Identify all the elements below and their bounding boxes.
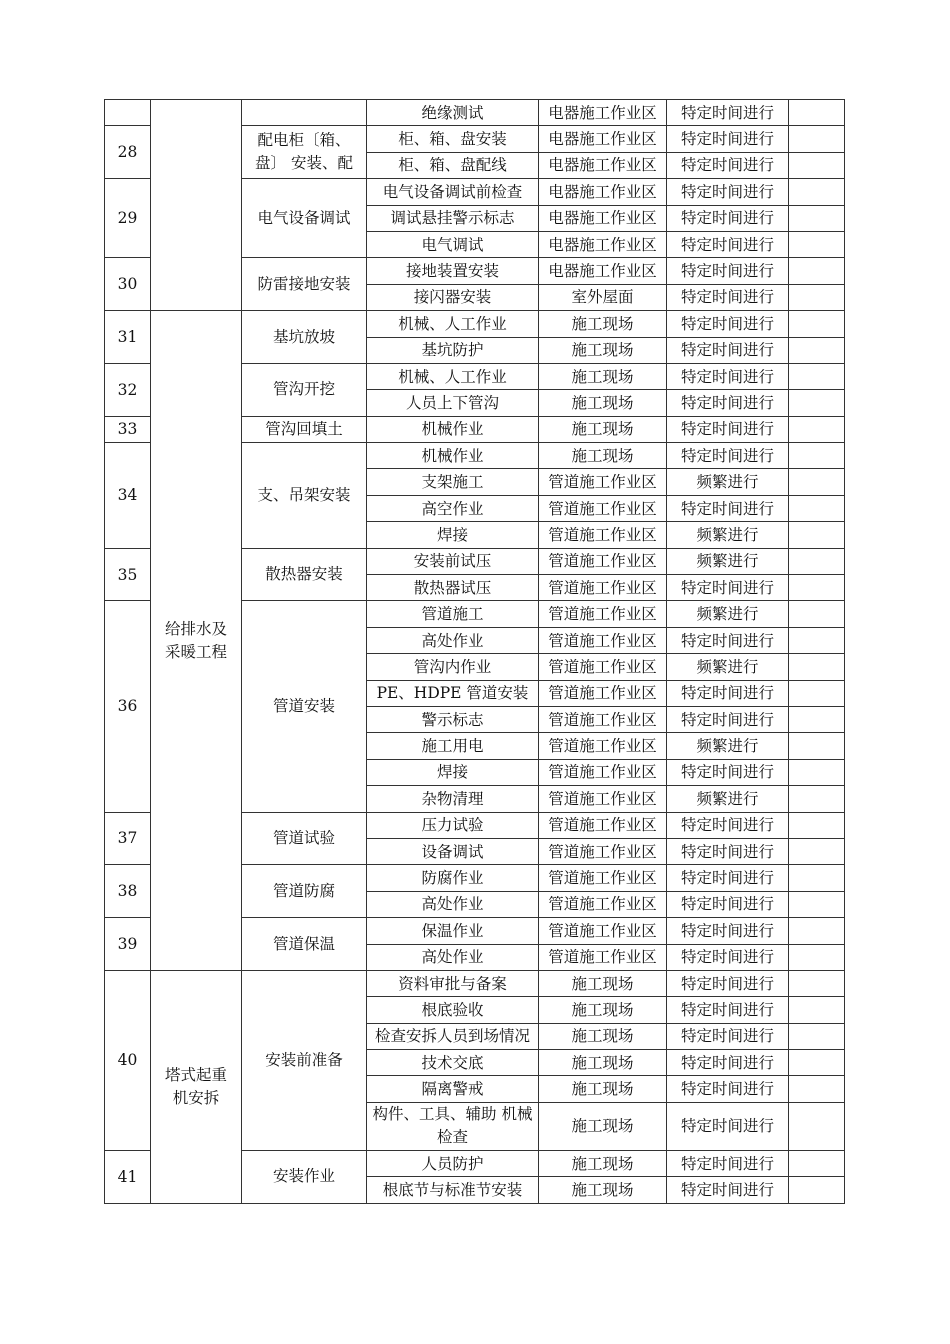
- frequency-cell: 特定时间进行: [667, 1023, 789, 1049]
- task-cell: 管道保温: [242, 918, 367, 971]
- activity-cell: 保温作业: [367, 918, 539, 944]
- hazard-identification-table: [104, 99, 845, 1204]
- activity-cell: 机械、人工作业: [367, 311, 539, 337]
- activity-cell: 机械作业: [367, 416, 539, 442]
- category-cell: [151, 100, 242, 311]
- task-cell: 管道防腐: [242, 865, 367, 918]
- location-cell: 施工现场: [539, 1102, 667, 1150]
- frequency-cell: 特定时间进行: [667, 1177, 789, 1203]
- activity-cell: 警示标志: [367, 706, 539, 732]
- task-cell: 配电柜〔箱、盘〕 安装、配: [242, 126, 367, 179]
- category-cell: 给排水及采暖工程: [151, 311, 242, 971]
- blank-cell: [789, 838, 845, 864]
- blank-cell: [789, 627, 845, 653]
- location-cell: 施工现场: [539, 1150, 667, 1176]
- location-cell: 施工现场: [539, 997, 667, 1023]
- task-cell: 散热器安装: [242, 548, 367, 601]
- frequency-cell: 特定时间进行: [667, 627, 789, 653]
- item-number-cell: 35: [105, 548, 151, 601]
- frequency-cell: 特定时间进行: [667, 918, 789, 944]
- frequency-cell: 特定时间进行: [667, 337, 789, 363]
- frequency-cell: 特定时间进行: [667, 1050, 789, 1076]
- blank-cell: [789, 575, 845, 601]
- activity-cell: 电气设备调试前检查: [367, 179, 539, 205]
- location-cell: 施工现场: [539, 1023, 667, 1049]
- frequency-cell: 特定时间进行: [667, 205, 789, 231]
- blank-cell: [789, 205, 845, 231]
- frequency-cell: 特定时间进行: [667, 759, 789, 785]
- item-number-cell: 32: [105, 363, 151, 416]
- blank-cell: [789, 680, 845, 706]
- blank-cell: [789, 337, 845, 363]
- frequency-cell: 特定时间进行: [667, 311, 789, 337]
- frequency-cell: 特定时间进行: [667, 416, 789, 442]
- blank-cell: [789, 469, 845, 495]
- blank-cell: [789, 812, 845, 838]
- location-cell: 管道施工作业区: [539, 522, 667, 548]
- activity-cell: 调试悬挂警示标志: [367, 205, 539, 231]
- frequency-cell: 频繁进行: [667, 548, 789, 574]
- frequency-cell: 特定时间进行: [667, 944, 789, 970]
- activity-cell: 绝缘测试: [367, 100, 539, 126]
- blank-cell: [789, 1177, 845, 1203]
- frequency-cell: 特定时间进行: [667, 706, 789, 732]
- table-row: [105, 311, 845, 337]
- activity-cell: 检查安拆人员到场情况: [367, 1023, 539, 1049]
- activity-cell: 技术交底: [367, 1050, 539, 1076]
- location-cell: 管道施工作业区: [539, 548, 667, 574]
- frequency-cell: 特定时间进行: [667, 1102, 789, 1150]
- location-cell: 电器施工作业区: [539, 152, 667, 178]
- activity-cell: PE、HDPE 管道安装: [367, 680, 539, 706]
- activity-cell: 隔离警戒: [367, 1076, 539, 1102]
- frequency-cell: 特定时间进行: [667, 891, 789, 917]
- task-cell: 电气设备调试: [242, 179, 367, 258]
- location-cell: 施工现场: [539, 443, 667, 469]
- frequency-cell: 频繁进行: [667, 654, 789, 680]
- activity-cell: 接地装置安装: [367, 258, 539, 284]
- location-cell: 施工现场: [539, 1050, 667, 1076]
- activity-cell: 柜、箱、盘安装: [367, 126, 539, 152]
- location-cell: 管道施工作业区: [539, 733, 667, 759]
- activity-cell: 设备调试: [367, 838, 539, 864]
- activity-cell: 支架施工: [367, 469, 539, 495]
- blank-cell: [789, 258, 845, 284]
- blank-cell: [789, 759, 845, 785]
- blank-cell: [789, 1102, 845, 1150]
- location-cell: 管道施工作业区: [539, 865, 667, 891]
- activity-cell: 资料审批与备案: [367, 970, 539, 996]
- category-cell: 塔式起重机安拆: [151, 970, 242, 1203]
- activity-cell: 施工用电: [367, 733, 539, 759]
- location-cell: 电器施工作业区: [539, 231, 667, 257]
- item-number-cell: 39: [105, 918, 151, 971]
- blank-cell: [789, 363, 845, 389]
- location-cell: 管道施工作业区: [539, 838, 667, 864]
- frequency-cell: 特定时间进行: [667, 1150, 789, 1176]
- activity-cell: 柜、箱、盘配线: [367, 152, 539, 178]
- blank-cell: [789, 706, 845, 732]
- table-body: [105, 100, 845, 1204]
- activity-cell: 杂物清理: [367, 786, 539, 812]
- location-cell: 电器施工作业区: [539, 179, 667, 205]
- activity-cell: 防腐作业: [367, 865, 539, 891]
- blank-cell: [789, 548, 845, 574]
- location-cell: 管道施工作业区: [539, 680, 667, 706]
- location-cell: 管道施工作业区: [539, 812, 667, 838]
- blank-cell: [789, 179, 845, 205]
- location-cell: 管道施工作业区: [539, 654, 667, 680]
- frequency-cell: 特定时间进行: [667, 997, 789, 1023]
- blank-cell: [789, 970, 845, 996]
- task-cell: 支、吊架安装: [242, 443, 367, 549]
- frequency-cell: 特定时间进行: [667, 680, 789, 706]
- table-row: [105, 970, 845, 996]
- task-cell: 管道试验: [242, 812, 367, 865]
- item-number-cell: 33: [105, 416, 151, 442]
- activity-cell: 根底验收: [367, 997, 539, 1023]
- frequency-cell: 特定时间进行: [667, 152, 789, 178]
- blank-cell: [789, 495, 845, 521]
- blank-cell: [789, 918, 845, 944]
- location-cell: 管道施工作业区: [539, 575, 667, 601]
- blank-cell: [789, 231, 845, 257]
- task-cell: 防雷接地安装: [242, 258, 367, 311]
- location-cell: 管道施工作业区: [539, 918, 667, 944]
- location-cell: 室外屋面: [539, 284, 667, 310]
- location-cell: 施工现场: [539, 416, 667, 442]
- blank-cell: [789, 786, 845, 812]
- item-number-cell: 37: [105, 812, 151, 865]
- frequency-cell: 特定时间进行: [667, 284, 789, 310]
- location-cell: 电器施工作业区: [539, 205, 667, 231]
- location-cell: 管道施工作业区: [539, 891, 667, 917]
- blank-cell: [789, 100, 845, 126]
- task-cell: [242, 100, 367, 126]
- location-cell: 管道施工作业区: [539, 786, 667, 812]
- location-cell: 施工现场: [539, 337, 667, 363]
- task-cell: 安装前准备: [242, 970, 367, 1150]
- task-cell: 基坑放坡: [242, 311, 367, 364]
- frequency-cell: 特定时间进行: [667, 231, 789, 257]
- location-cell: 管道施工作业区: [539, 706, 667, 732]
- location-cell: 电器施工作业区: [539, 126, 667, 152]
- task-cell: 安装作业: [242, 1150, 367, 1203]
- activity-cell: 管道施工: [367, 601, 539, 627]
- blank-cell: [789, 284, 845, 310]
- location-cell: 管道施工作业区: [539, 469, 667, 495]
- frequency-cell: 特定时间进行: [667, 258, 789, 284]
- location-cell: 管道施工作业区: [539, 944, 667, 970]
- activity-cell: 电气调试: [367, 231, 539, 257]
- blank-cell: [789, 152, 845, 178]
- location-cell: 施工现场: [539, 1177, 667, 1203]
- item-number-cell: 36: [105, 601, 151, 812]
- activity-cell: 压力试验: [367, 812, 539, 838]
- blank-cell: [789, 654, 845, 680]
- location-cell: 电器施工作业区: [539, 100, 667, 126]
- activity-cell: 焊接: [367, 759, 539, 785]
- frequency-cell: 频繁进行: [667, 469, 789, 495]
- location-cell: 施工现场: [539, 1076, 667, 1102]
- activity-cell: 焊接: [367, 522, 539, 548]
- task-cell: 管道安装: [242, 601, 367, 812]
- item-number-cell: 38: [105, 865, 151, 918]
- item-number-cell: 31: [105, 311, 151, 364]
- location-cell: 施工现场: [539, 970, 667, 996]
- frequency-cell: 特定时间进行: [667, 179, 789, 205]
- location-cell: 施工现场: [539, 311, 667, 337]
- blank-cell: [789, 126, 845, 152]
- blank-cell: [789, 997, 845, 1023]
- activity-cell: 构件、工具、辅助 机械检查: [367, 1102, 539, 1150]
- activity-cell: 接闪器安装: [367, 284, 539, 310]
- location-cell: 管道施工作业区: [539, 759, 667, 785]
- blank-cell: [789, 865, 845, 891]
- frequency-cell: 特定时间进行: [667, 1076, 789, 1102]
- task-cell: 管沟开挖: [242, 363, 367, 416]
- item-number-cell: 29: [105, 179, 151, 258]
- blank-cell: [789, 1076, 845, 1102]
- location-cell: 管道施工作业区: [539, 495, 667, 521]
- frequency-cell: 特定时间进行: [667, 443, 789, 469]
- item-number-cell: 41: [105, 1150, 151, 1203]
- frequency-cell: 特定时间进行: [667, 575, 789, 601]
- blank-cell: [789, 416, 845, 442]
- activity-cell: 基坑防护: [367, 337, 539, 363]
- activity-cell: 根底节与标准节安装: [367, 1177, 539, 1203]
- location-cell: 管道施工作业区: [539, 601, 667, 627]
- table-row: [105, 100, 845, 126]
- frequency-cell: 特定时间进行: [667, 100, 789, 126]
- activity-cell: 机械、人工作业: [367, 363, 539, 389]
- activity-cell: 高处作业: [367, 891, 539, 917]
- blank-cell: [789, 733, 845, 759]
- item-number-cell: [105, 100, 151, 126]
- blank-cell: [789, 944, 845, 970]
- hazard-table-container: [104, 99, 845, 1204]
- item-number-cell: 28: [105, 126, 151, 179]
- blank-cell: [789, 522, 845, 548]
- frequency-cell: 特定时间进行: [667, 865, 789, 891]
- blank-cell: [789, 1050, 845, 1076]
- frequency-cell: 特定时间进行: [667, 970, 789, 996]
- frequency-cell: 特定时间进行: [667, 390, 789, 416]
- blank-cell: [789, 311, 845, 337]
- location-cell: 管道施工作业区: [539, 627, 667, 653]
- activity-cell: 散热器试压: [367, 575, 539, 601]
- blank-cell: [789, 443, 845, 469]
- frequency-cell: 特定时间进行: [667, 495, 789, 521]
- frequency-cell: 频繁进行: [667, 786, 789, 812]
- activity-cell: 人员防护: [367, 1150, 539, 1176]
- location-cell: 电器施工作业区: [539, 258, 667, 284]
- activity-cell: 高处作业: [367, 627, 539, 653]
- blank-cell: [789, 390, 845, 416]
- blank-cell: [789, 1150, 845, 1176]
- item-number-cell: 30: [105, 258, 151, 311]
- activity-cell: 管沟内作业: [367, 654, 539, 680]
- item-number-cell: 34: [105, 443, 151, 549]
- blank-cell: [789, 1023, 845, 1049]
- item-number-cell: 40: [105, 970, 151, 1150]
- activity-cell: 高处作业: [367, 944, 539, 970]
- blank-cell: [789, 601, 845, 627]
- activity-cell: 高空作业: [367, 495, 539, 521]
- blank-cell: [789, 891, 845, 917]
- frequency-cell: 特定时间进行: [667, 812, 789, 838]
- frequency-cell: 特定时间进行: [667, 838, 789, 864]
- frequency-cell: 频繁进行: [667, 522, 789, 548]
- activity-cell: 人员上下管沟: [367, 390, 539, 416]
- activity-cell: 安装前试压: [367, 548, 539, 574]
- frequency-cell: 特定时间进行: [667, 363, 789, 389]
- frequency-cell: 频繁进行: [667, 733, 789, 759]
- location-cell: 施工现场: [539, 390, 667, 416]
- location-cell: 施工现场: [539, 363, 667, 389]
- frequency-cell: 频繁进行: [667, 601, 789, 627]
- frequency-cell: 特定时间进行: [667, 126, 789, 152]
- task-cell: 管沟回填土: [242, 416, 367, 442]
- activity-cell: 机械作业: [367, 443, 539, 469]
